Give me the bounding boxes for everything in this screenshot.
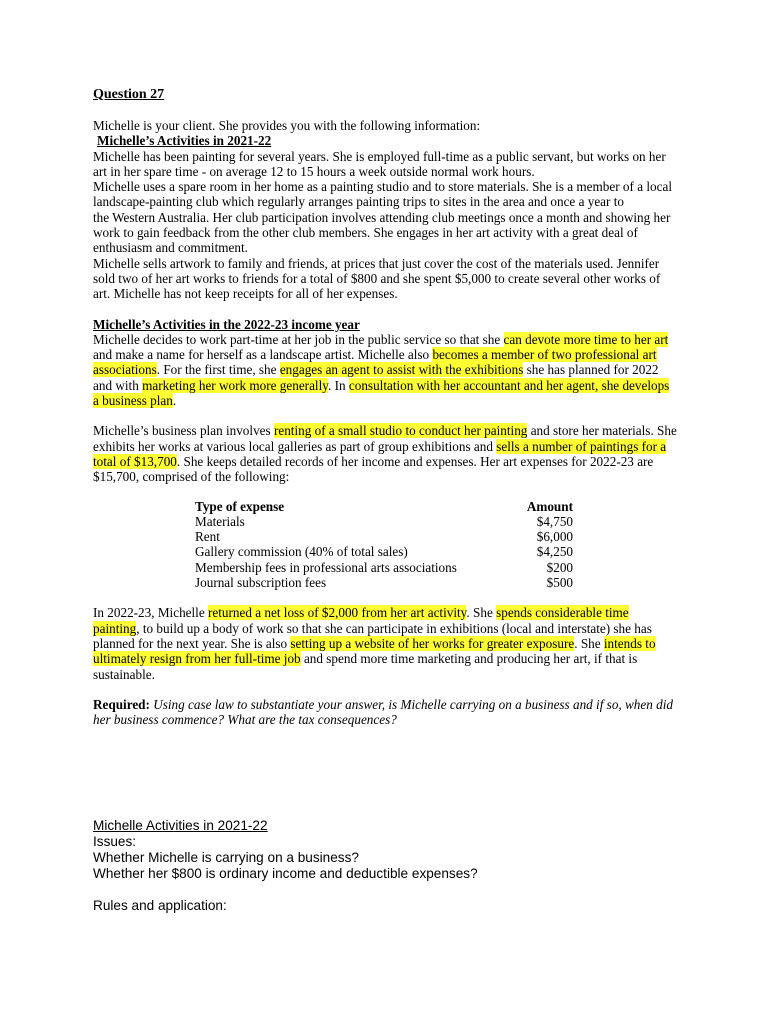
section-heading-2022-23: Michelle’s Activities in the 2022-23 income year bbox=[93, 316, 360, 332]
highlighted-text: returned a net loss of $2,000 from her art activity bbox=[208, 605, 467, 621]
text-run: Michelle’s business plan involves bbox=[93, 423, 274, 439]
issues-label: Issues: bbox=[93, 834, 137, 849]
text-run: . In bbox=[328, 377, 349, 393]
highlighted-text: can devote more time to her art bbox=[503, 331, 669, 347]
required-label: Required: bbox=[93, 696, 150, 712]
expense-type: Journal subscription fees bbox=[195, 575, 327, 591]
column-header-amount: Amount bbox=[526, 498, 573, 514]
paragraph: Michelle sells artwork to family and friends, at prices that just cover the cost of the materials used. Jennifer sold two of her art works to friends for a total of $800 and she spent $5,000 to create several other works of art. Michelle has not keep receipts for all of her expenses. bbox=[93, 255, 661, 302]
text-run: she has planned for 2022 and with bbox=[93, 362, 659, 393]
table-row bbox=[195, 529, 573, 544]
highlighted-text: spends considerable time painting bbox=[93, 605, 629, 636]
text-run: In 2022-23, Michelle bbox=[93, 605, 208, 621]
text-run: . bbox=[172, 393, 177, 409]
section-heading-2021-22: Michelle’s Activities in 2021-22 bbox=[97, 133, 272, 149]
expense-amount: $500 bbox=[546, 575, 573, 591]
highlighted-text: intends to ultimately resign from her full-time job bbox=[93, 635, 656, 667]
paragraph bbox=[93, 332, 678, 408]
paragraph: Michelle has been painting for several years. She is employed full-time as a public servant, but works on her art in her spare time - on average 12 to 15 hours a week outside normal work hours. bbox=[93, 148, 666, 179]
table-row bbox=[195, 560, 573, 575]
paragraph bbox=[93, 605, 678, 681]
text-run: , to build up a body of work so that she can participate in exhibitions (local and interstate) she has planned for the next year. She is also bbox=[93, 620, 652, 651]
paragraph: Michelle uses a spare room in her home as a painting studio and to store materials. She is a member of a local landscape-painting club which regularly arranges painting trips to sites in the area and once a year to bbox=[93, 179, 672, 210]
notes-heading: Michelle Activities in 2021-22 bbox=[93, 818, 268, 833]
issue-item: Whether her $800 is ordinary income and deductible expenses? bbox=[93, 866, 478, 881]
required-question: Using case law to substantiate your answer, is Michelle carrying on a business and if so, when did her business commence? What are the tax consequences? bbox=[93, 696, 673, 728]
answer-notes bbox=[93, 818, 678, 914]
table-row bbox=[195, 514, 573, 529]
table-header-row bbox=[195, 499, 573, 514]
expense-amount: $4,250 bbox=[536, 544, 573, 560]
expense-type: Membership fees in professional arts associations bbox=[195, 559, 457, 575]
expense-type: Rent bbox=[195, 529, 220, 545]
highlighted-text: marketing her work more generally bbox=[142, 377, 328, 393]
highlighted-text: engages an agent to assist with the exhibitions bbox=[279, 362, 524, 378]
column-header-type: Type of expense bbox=[195, 498, 285, 514]
text-run: and spend more time marketing and producing her art, if that is sustainable. bbox=[93, 651, 638, 682]
expense-type: Materials bbox=[195, 513, 245, 529]
expense-amount: $4,750 bbox=[536, 513, 573, 529]
highlighted-text: consultation with her accountant and her agent, she develops a business plan bbox=[93, 377, 670, 409]
intro-text: Michelle is your client. She provides you with the following information: bbox=[93, 118, 481, 133]
table-row bbox=[195, 575, 573, 590]
table-row bbox=[195, 544, 573, 559]
expense-amount: $200 bbox=[546, 559, 573, 575]
text-run: . She bbox=[574, 635, 604, 651]
text-run: Michelle decides to work part-time at her job in the public service so that she bbox=[93, 331, 504, 347]
expenses-table bbox=[195, 499, 573, 591]
paragraph: the Western Australia. Her club participation involves attending club meetings once a month and showing her work to gain feedback from the other club members. She engages in her art activity with a great deal of enthusiasm and commitment. bbox=[93, 209, 671, 256]
highlighted-text: becomes a member of two professional art associations bbox=[93, 347, 657, 378]
text-run: and make a name for herself as a landscape artist. Michelle also bbox=[93, 347, 433, 363]
expense-type: Gallery commission (40% of total sales) bbox=[195, 544, 408, 560]
question-title: Question 27 bbox=[93, 87, 165, 102]
rules-label: Rules and application: bbox=[93, 898, 227, 913]
text-run: and store her materials. She exhibits her works at various local galleries as part of group exhibitions and bbox=[93, 423, 677, 454]
text-run: . She bbox=[466, 605, 497, 621]
text-run: . For the first time, she bbox=[156, 362, 280, 378]
required-paragraph bbox=[93, 697, 678, 728]
issue-item: Whether Michelle is carrying on a business? bbox=[93, 850, 359, 865]
document-body bbox=[93, 86, 678, 727]
highlighted-text: sells a number of paintings for a total of $13,700 bbox=[93, 438, 667, 469]
expense-amount: $6,000 bbox=[536, 529, 573, 545]
text-run: . She keeps detailed records of her income and expenses. Her art expenses for 2022-23 are $15,700, comprised of the following: bbox=[93, 453, 654, 485]
highlighted-text: setting up a website of her works for greater exposure bbox=[290, 635, 575, 651]
paragraph bbox=[93, 423, 678, 484]
highlighted-text: renting of a small studio to conduct her painting bbox=[273, 423, 528, 439]
